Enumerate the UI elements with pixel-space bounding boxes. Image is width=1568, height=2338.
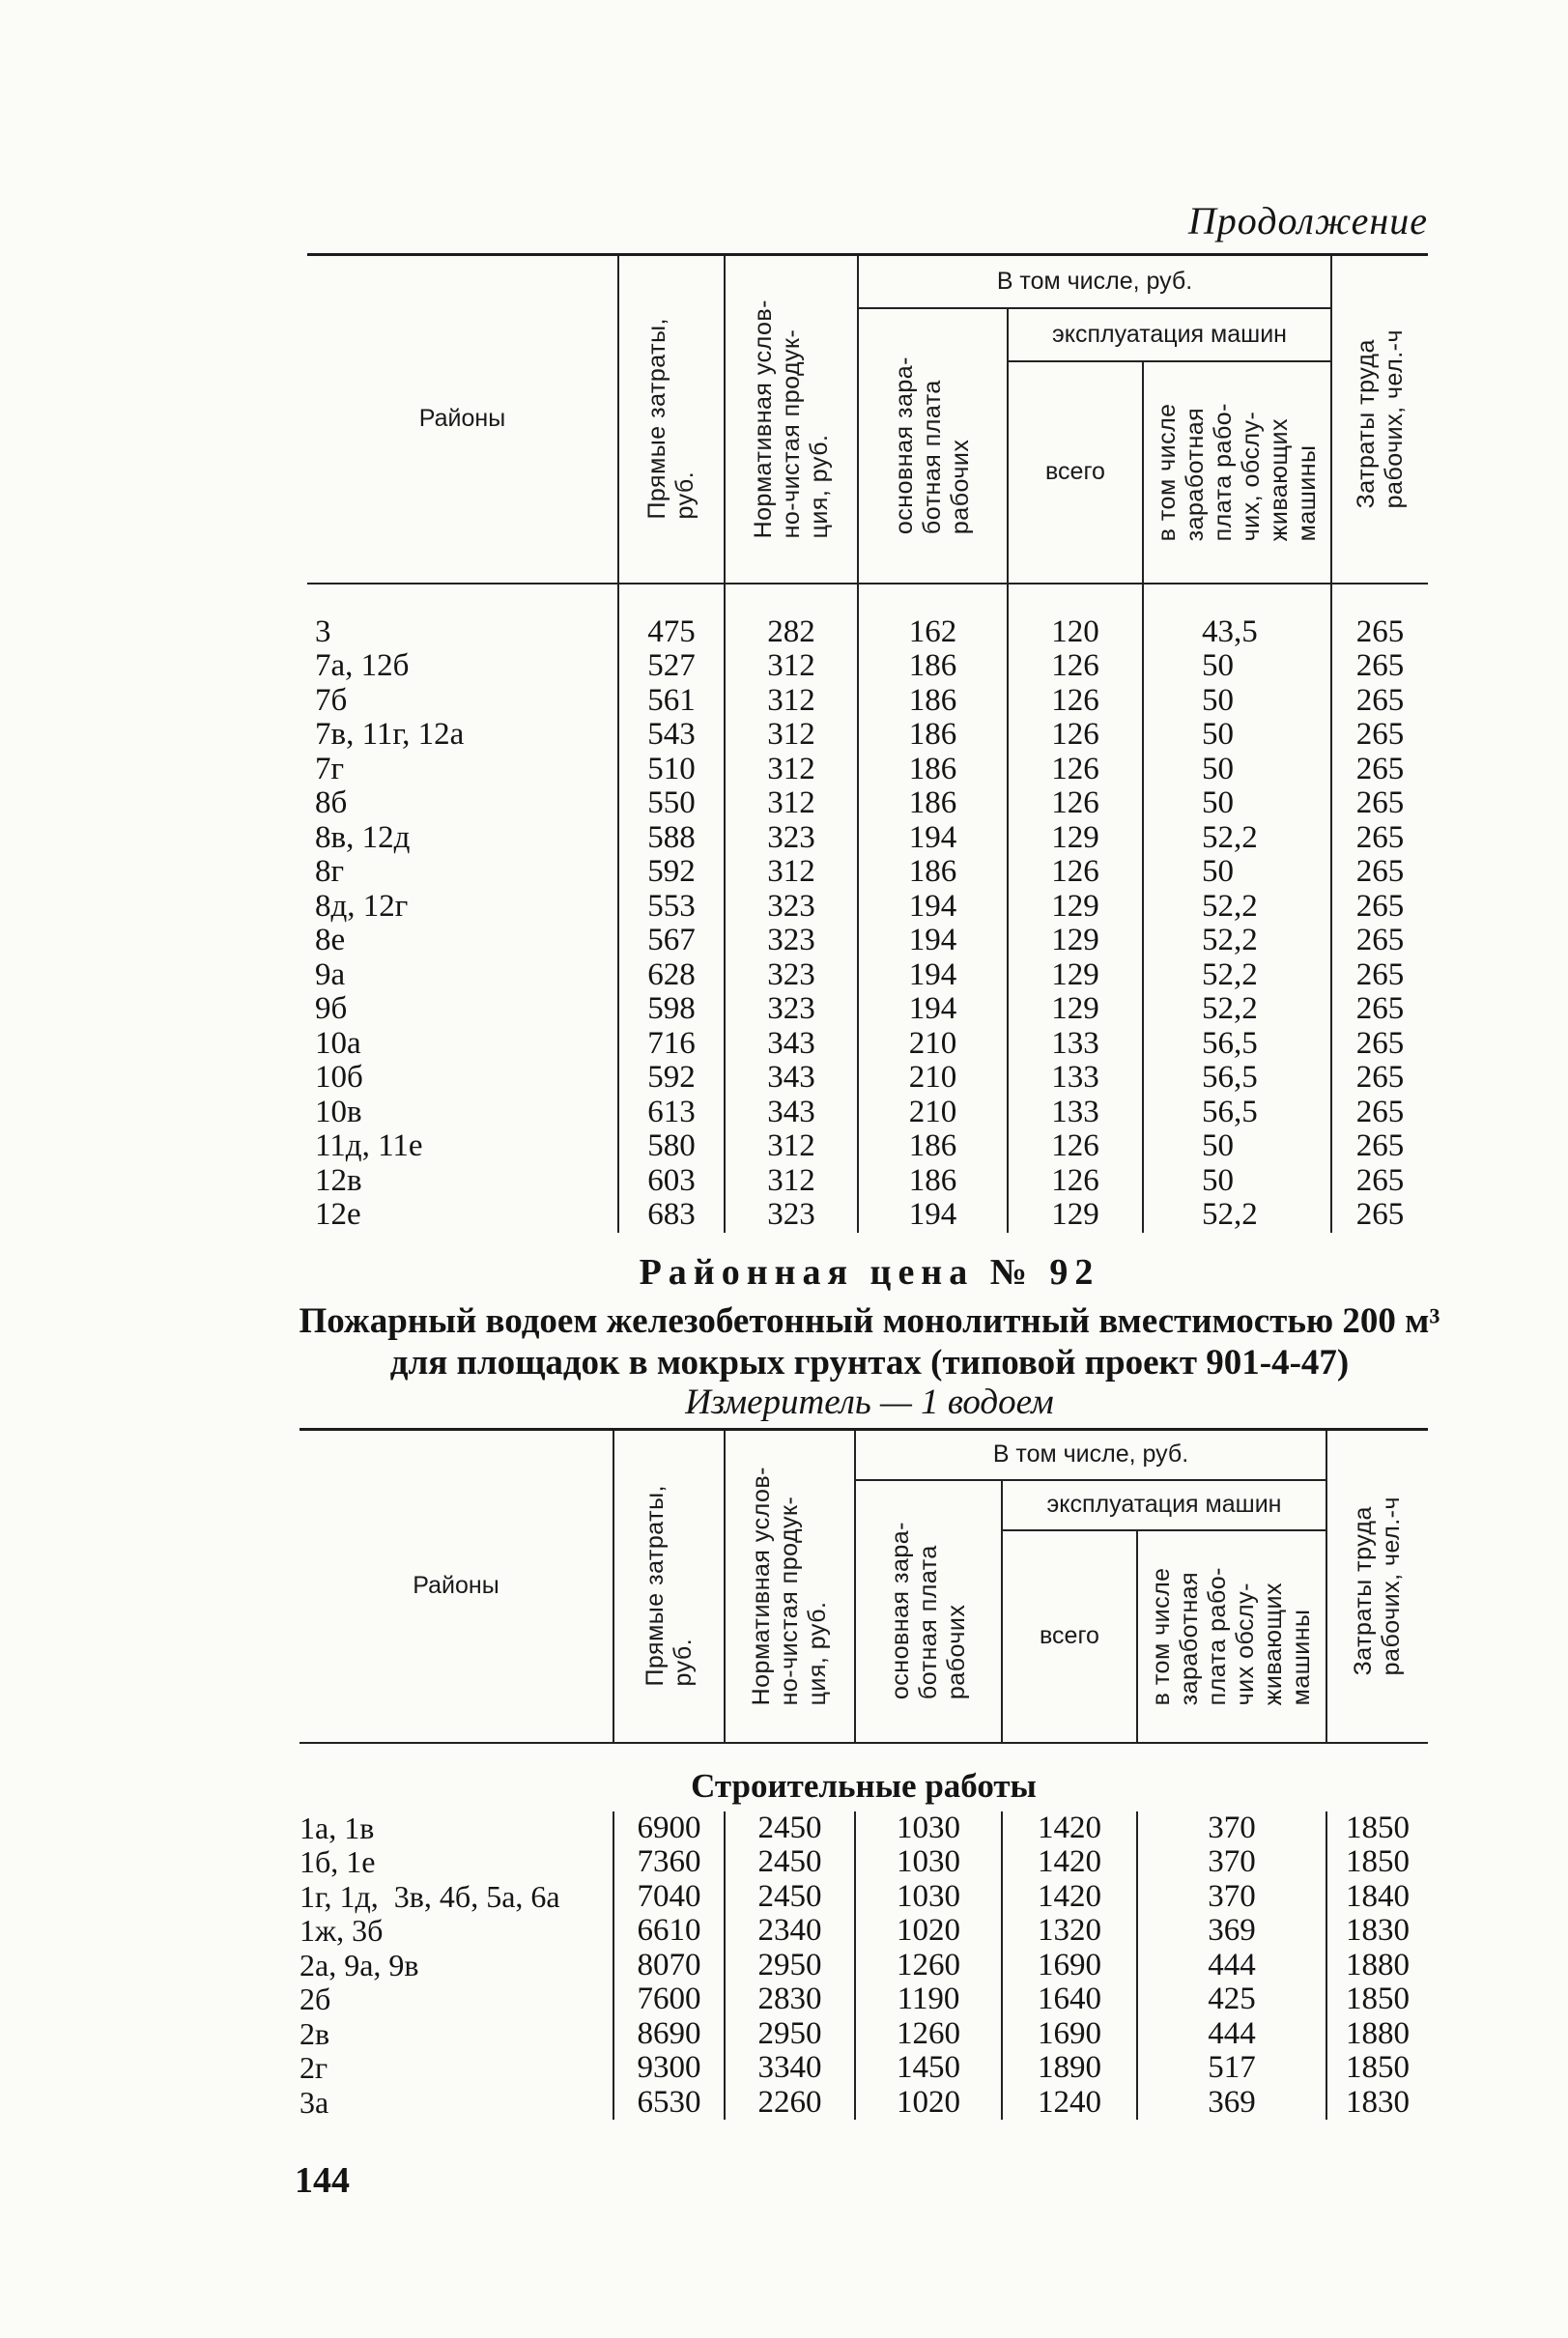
header-including-rub: В том числе, руб.	[858, 255, 1331, 308]
column2-direct-costs: 6900 7360 7040 6610 8070 7600 8690 9300 6530	[613, 1811, 725, 2121]
header-normative-net-product: Нормативная услов- но-чистая продук- ция, руб.	[725, 255, 858, 584]
column-regions: 3 7а, 12б 7б 7в, 11г, 12а 7г 8б 8в, 12д 8г 8д, 12г 8е 9а 9б 10а 10б 10в 11д, 11е 12в 12е	[315, 613, 465, 1232]
price-table-92	[299, 1428, 1428, 2120]
header-machine-wage: в том числе заработная плата рабо- чих, обслу- живающих машины	[1143, 361, 1331, 584]
price-table-continued	[307, 253, 1428, 1233]
header-labor-costs: Затраты труда рабочих, чел.-ч	[1331, 255, 1428, 584]
column2-labor: 1850 1850 1840 1830 1880 1850 1880 1850 1830	[1326, 1811, 1428, 2121]
column2-machine-wage: 370 370 370 369 444 425 444 517 369	[1137, 1811, 1326, 2121]
measure-unit: Измеритель — 1 водоем	[685, 1383, 1054, 1422]
column2-machine-total: 1420 1420 1420 1320 1690 1640 1690 1890 1240	[1002, 1811, 1137, 2121]
header2-normative-net-product: Нормативная услов- но-чистая продук- ция, руб.	[725, 1430, 855, 1743]
header-machine-total: всего	[1008, 361, 1143, 584]
section-construction-works: Строительные работы	[691, 1766, 1037, 1805]
column2-regions: 1а, 1в 1б, 1е 1г, 1д, 3в, 4б, 5а, 6а 1ж, 3б 2а, 9а, 9в 2б 2в 2г 3а	[299, 1810, 560, 2120]
column-direct-costs: 475 527 561 543 510 550 588 592 553 567 628 598 716 592 613 580 603 683	[618, 584, 725, 1233]
header2-machine-wage: в том числе заработная плата рабо- чих обслу- живающих машины	[1137, 1530, 1326, 1743]
header2-direct-costs: Прямые затраты, руб.	[613, 1430, 725, 1743]
price-subtitle	[290, 1300, 1449, 1383]
header-machine-operation: эксплуатация машин	[1008, 308, 1331, 361]
column2-normative-net: 2450 2450 2450 2340 2950 2830 2950 3340 2260	[725, 1811, 855, 2121]
column2-base-wage: 1030 1030 1030 1020 1260 1190 1260 1450 1020	[855, 1811, 1002, 2121]
header2-machine-total: всего	[1002, 1530, 1137, 1743]
price-subtitle-line-1: Пожарный водоем железобетонный монолитный вместимостью 200 м³	[299, 1301, 1440, 1341]
header2-including-rub: В том числе, руб.	[855, 1430, 1326, 1480]
header-base-wage: основная зара- ботная плата рабочих	[858, 308, 1008, 584]
header-regions: Районы	[307, 255, 618, 584]
header2-base-wage: основная зара- ботная плата рабочих	[855, 1480, 1002, 1743]
price-subtitle-line-2: для площадок в мокрых грунтах (типовой проект 901-4-47)	[389, 1343, 1350, 1383]
column-labor: 265 265 265 265 265 265 265 265 265 265 265 265 265 265 265 265 265 265	[1331, 584, 1428, 1233]
column-machine-wage: 43,5 50 50 50 50 50 52,2 50 52,2 52,2 52,2 52,2 56,5 56,5 56,5 50 50 52,2	[1143, 584, 1331, 1233]
column-normative-net: 282 312 312 312 312 312 323 312 323 323 323 323 343 343 343 312 312 323	[725, 584, 858, 1233]
header-direct-costs: Прямые затраты, руб.	[618, 255, 725, 584]
column-base-wage: 162 186 186 186 186 186 194 186 194 194 194 194 210 210 210 186 186 194	[858, 584, 1008, 1233]
header2-labor-costs: Затраты труда рабочих, чел.-ч	[1326, 1430, 1428, 1743]
continuation-label: Продолжение	[1187, 199, 1428, 242]
header2-machine-operation: эксплуатация машин	[1002, 1480, 1326, 1530]
header2-regions: Районы	[299, 1430, 613, 1743]
page-number: 144	[295, 2160, 350, 2201]
price-title: Районная цена № 92	[639, 1252, 1100, 1293]
column-machine-total: 120 126 126 126 126 126 129 126 129 129 129 129 133 133 133 126 126 129	[1008, 584, 1143, 1233]
